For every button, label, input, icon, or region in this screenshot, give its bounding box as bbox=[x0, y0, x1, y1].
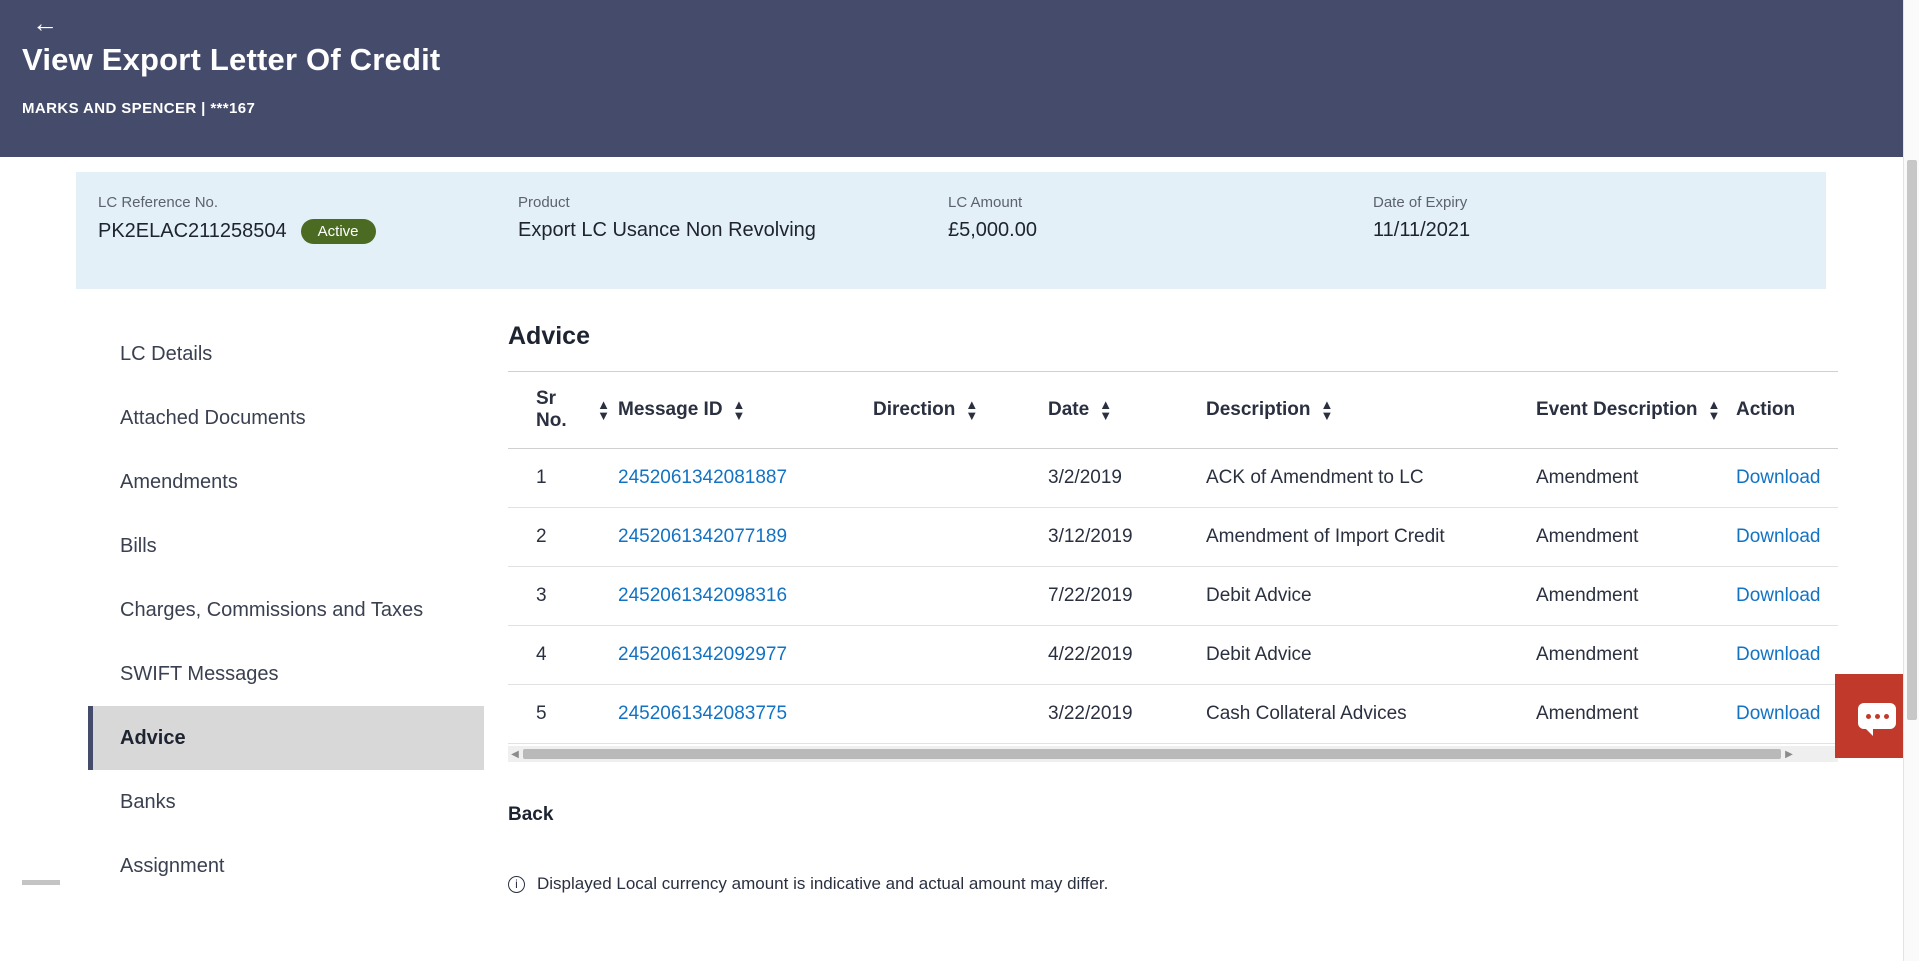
cell-date-text: 3/12/2019 bbox=[1048, 526, 1133, 547]
sort-icon[interactable]: ▲ ▼ bbox=[965, 397, 979, 423]
status-badge: Active bbox=[301, 219, 376, 244]
summary-lc-reference bbox=[76, 194, 496, 244]
horizontal-scrollbar[interactable] bbox=[508, 746, 1838, 762]
table-row bbox=[508, 449, 1838, 508]
cell-event-description-text: Amendment bbox=[1536, 585, 1639, 606]
column-header-event-description[interactable] bbox=[1536, 372, 1736, 449]
advice-table-wrapper bbox=[508, 371, 1838, 744]
cell-date-text: 4/22/2019 bbox=[1048, 644, 1133, 665]
column-header-sr-no[interactable] bbox=[508, 372, 618, 449]
cell-message-id[interactable] bbox=[618, 685, 873, 744]
sidebar-item-charges-commissions-and-taxes[interactable] bbox=[88, 578, 484, 642]
cell-sr-no-text: 5 bbox=[536, 703, 547, 724]
currency-note-text: Displayed Local currency amount is indicative and actual amount may differ. bbox=[537, 874, 1109, 893]
sort-icon[interactable]: ▲ ▼ bbox=[1099, 397, 1113, 423]
cell-message-id-text[interactable]: 2452061342083775 bbox=[618, 703, 788, 724]
table-row bbox=[508, 508, 1838, 567]
cell-event-description-text: Amendment bbox=[1536, 703, 1639, 724]
sidebar-item-lc-details[interactable] bbox=[88, 322, 484, 386]
column-header-label: Date bbox=[1048, 399, 1090, 420]
expiry-value: 11/11/2021 bbox=[1373, 219, 1471, 241]
download-link-text[interactable]: Download bbox=[1736, 526, 1821, 547]
sidebar-item-label: Bills bbox=[120, 534, 157, 557]
lc-reference-value: PK2ELAC211258504 bbox=[98, 220, 287, 242]
sidebar-item-label: Charges, Commissions and Taxes bbox=[120, 598, 424, 621]
sidebar-item-label: Advice bbox=[120, 726, 186, 749]
column-header-description[interactable] bbox=[1206, 372, 1536, 449]
cell-event-description bbox=[1536, 449, 1736, 508]
chat-dot bbox=[1866, 714, 1871, 719]
column-header-direction[interactable] bbox=[873, 372, 1048, 449]
download-link[interactable] bbox=[1736, 626, 1838, 685]
sidebar-item-label: Assignment bbox=[120, 854, 225, 877]
cell-sr-no bbox=[508, 685, 618, 744]
cell-direction bbox=[873, 567, 1048, 626]
cell-message-id-text[interactable]: 2452061342081887 bbox=[618, 467, 788, 488]
page-header bbox=[0, 0, 1919, 157]
lc-reference-label: LC Reference No. bbox=[98, 194, 219, 211]
amount-label: LC Amount bbox=[948, 194, 1023, 211]
cell-direction bbox=[873, 449, 1048, 508]
page-title: View Export Letter Of Credit bbox=[22, 42, 441, 77]
sidebar-item-label: Banks bbox=[120, 790, 176, 813]
section-navigation bbox=[88, 322, 484, 898]
sort-icon[interactable]: ▲ ▼ bbox=[1320, 397, 1334, 423]
product-value: Export LC Usance Non Revolving bbox=[518, 219, 816, 241]
cell-sr-no-text: 4 bbox=[536, 644, 547, 665]
cell-message-id[interactable] bbox=[618, 449, 873, 508]
scroll-left-icon[interactable]: ◀ bbox=[511, 748, 519, 760]
cell-direction bbox=[873, 626, 1048, 685]
download-link[interactable] bbox=[1736, 449, 1838, 508]
cell-description-text: Cash Collateral Advices bbox=[1206, 703, 1407, 724]
cell-description-text: Amendment of Import Credit bbox=[1206, 526, 1445, 547]
sidebar-item-bills[interactable] bbox=[88, 514, 484, 578]
cell-description bbox=[1206, 508, 1536, 567]
cell-message-id[interactable] bbox=[618, 626, 873, 685]
table-body bbox=[508, 449, 1838, 744]
sidebar-item-advice[interactable] bbox=[88, 706, 484, 770]
cell-sr-no-text: 1 bbox=[536, 467, 547, 488]
arrow-left-icon[interactable]: ← bbox=[32, 8, 58, 38]
cell-date-text: 3/2/2019 bbox=[1048, 467, 1122, 488]
cell-description bbox=[1206, 567, 1536, 626]
download-link-text[interactable]: Download bbox=[1736, 703, 1821, 724]
product-label: Product bbox=[518, 194, 570, 211]
cell-message-id-text[interactable]: 2452061342092977 bbox=[618, 644, 788, 665]
column-header-label: Description bbox=[1206, 399, 1311, 420]
left-edge-handle[interactable] bbox=[22, 880, 60, 885]
sidebar-item-amendments[interactable] bbox=[88, 450, 484, 514]
cell-date-text: 3/22/2019 bbox=[1048, 703, 1133, 724]
column-header-action bbox=[1736, 372, 1838, 449]
sidebar-item-swift-messages[interactable] bbox=[88, 642, 484, 706]
download-link[interactable] bbox=[1736, 567, 1838, 626]
currency-note bbox=[508, 874, 1838, 894]
chat-dot bbox=[1884, 714, 1889, 719]
section-title: Advice bbox=[508, 322, 590, 350]
table-head bbox=[508, 372, 1838, 449]
cell-description-text: ACK of Amendment to LC bbox=[1206, 467, 1424, 488]
page-vertical-scrollbar[interactable] bbox=[1903, 0, 1919, 961]
column-header-label: Direction bbox=[873, 399, 956, 420]
cell-message-id[interactable] bbox=[618, 508, 873, 567]
cell-direction bbox=[873, 685, 1048, 744]
cell-event-description bbox=[1536, 508, 1736, 567]
cell-date bbox=[1048, 567, 1206, 626]
column-header-message-id[interactable] bbox=[618, 372, 873, 449]
table-row bbox=[508, 626, 1838, 685]
table-row bbox=[508, 567, 1838, 626]
summary-amount bbox=[926, 194, 1351, 242]
column-header-label: Action bbox=[1736, 399, 1796, 420]
page-subtitle: MARKS AND SPENCER | ***167 bbox=[22, 100, 256, 117]
main-content bbox=[508, 322, 1838, 894]
table-header-row bbox=[508, 372, 1838, 449]
cell-date bbox=[1048, 685, 1206, 744]
sidebar-item-label: SWIFT Messages bbox=[120, 662, 279, 685]
column-header-date[interactable] bbox=[1048, 372, 1206, 449]
back-button[interactable]: Back bbox=[508, 804, 554, 825]
summary-product bbox=[496, 194, 926, 242]
cell-event-description-text: Amendment bbox=[1536, 644, 1639, 665]
expiry-label: Date of Expiry bbox=[1373, 194, 1468, 211]
column-header-label: Sr No. bbox=[536, 388, 567, 431]
amount-value: £5,000.00 bbox=[948, 219, 1037, 241]
scrollbar-thumb[interactable] bbox=[523, 749, 1781, 759]
lc-summary-bar bbox=[76, 172, 1826, 289]
cell-description bbox=[1206, 449, 1536, 508]
sidebar-item-label: Attached Documents bbox=[120, 406, 306, 429]
advice-table bbox=[508, 372, 1838, 744]
chat-dot bbox=[1875, 714, 1880, 719]
download-link[interactable] bbox=[1736, 508, 1838, 567]
cell-date bbox=[1048, 626, 1206, 685]
cell-description-text: Debit Advice bbox=[1206, 585, 1312, 606]
cell-sr-no-text: 3 bbox=[536, 585, 547, 606]
column-header-label: Event Description bbox=[1536, 399, 1698, 420]
summary-expiry bbox=[1351, 194, 1781, 242]
cell-event-description-text: Amendment bbox=[1536, 467, 1639, 488]
cell-message-id[interactable] bbox=[618, 567, 873, 626]
sidebar-item-label: Amendments bbox=[120, 470, 238, 493]
cell-event-description-text: Amendment bbox=[1536, 526, 1639, 547]
cell-message-id-text[interactable]: 2452061342077189 bbox=[618, 526, 788, 547]
chat-bubble-shape bbox=[1858, 703, 1896, 729]
cell-sr-no-text: 2 bbox=[536, 526, 547, 547]
cell-date bbox=[1048, 449, 1206, 508]
cell-direction bbox=[873, 508, 1048, 567]
download-link-text[interactable]: Download bbox=[1736, 644, 1821, 665]
sidebar-item-label: LC Details bbox=[120, 342, 213, 365]
info-icon: i bbox=[508, 876, 525, 893]
cell-sr-no bbox=[508, 449, 618, 508]
cell-event-description bbox=[1536, 685, 1736, 744]
cell-event-description bbox=[1536, 626, 1736, 685]
download-link-text[interactable]: Download bbox=[1736, 467, 1821, 488]
sidebar-item-attached-documents[interactable] bbox=[88, 386, 484, 450]
cell-sr-no bbox=[508, 567, 618, 626]
cell-sr-no bbox=[508, 508, 618, 567]
sort-icon[interactable]: ▲ ▼ bbox=[732, 397, 746, 423]
sidebar-item-assignment[interactable] bbox=[88, 834, 484, 898]
sort-icon[interactable]: ▲ ▼ bbox=[1707, 397, 1721, 423]
download-link-text[interactable]: Download bbox=[1736, 585, 1821, 606]
scroll-right-icon[interactable]: ▶ bbox=[1785, 748, 1793, 760]
cell-event-description bbox=[1536, 567, 1736, 626]
cell-message-id-text[interactable]: 2452061342098316 bbox=[618, 585, 788, 606]
page-scrollbar-thumb[interactable] bbox=[1907, 160, 1917, 720]
cell-description-text: Debit Advice bbox=[1206, 644, 1312, 665]
sort-icon[interactable]: ▲ ▼ bbox=[597, 397, 610, 423]
cell-date bbox=[1048, 508, 1206, 567]
column-header-label: Message ID bbox=[618, 399, 723, 420]
cell-date-text: 7/22/2019 bbox=[1048, 585, 1133, 606]
cell-description bbox=[1206, 685, 1536, 744]
cell-description bbox=[1206, 626, 1536, 685]
table-row bbox=[508, 685, 1838, 744]
sidebar-item-banks[interactable] bbox=[88, 770, 484, 834]
cell-sr-no bbox=[508, 626, 618, 685]
download-link[interactable] bbox=[1736, 685, 1838, 744]
